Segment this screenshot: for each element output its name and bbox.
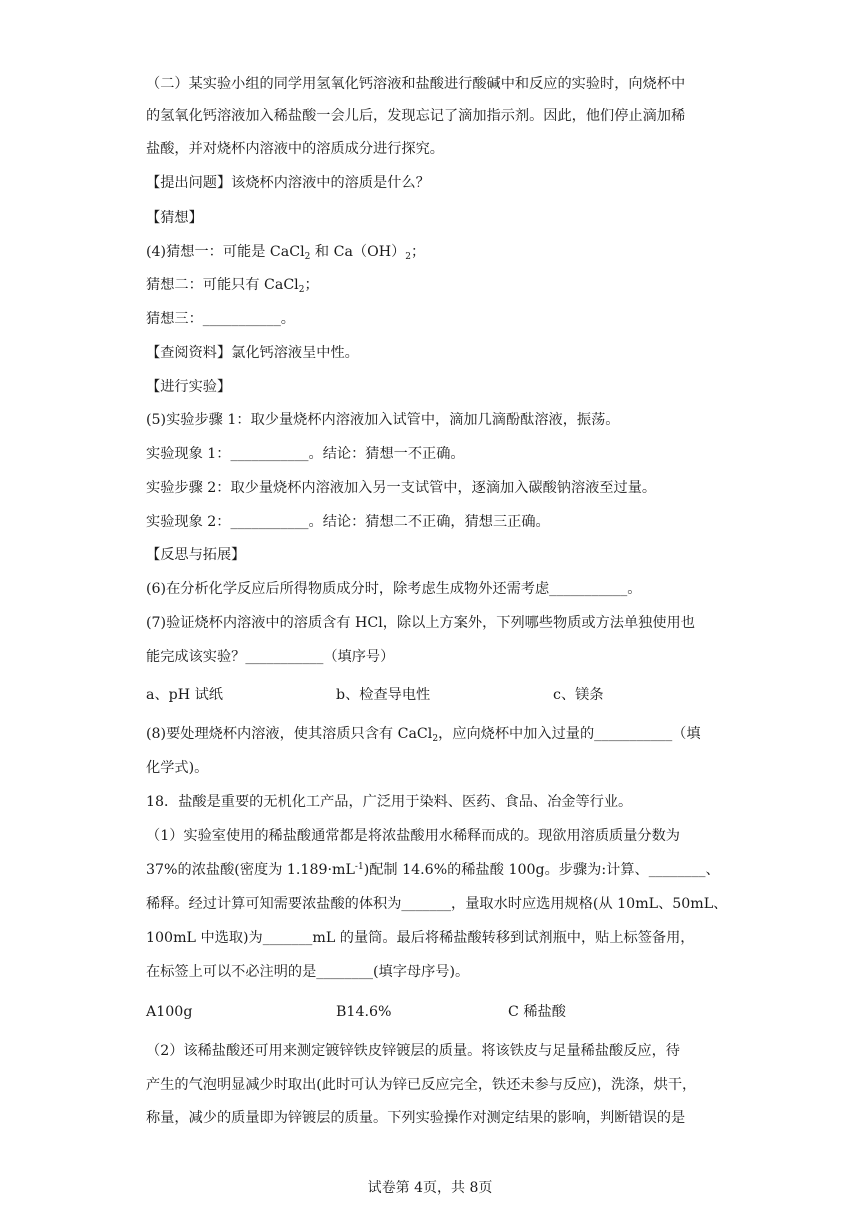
reflect-heading: 【反思与拓展】 (146, 547, 246, 563)
experiment-step-1: (5)实验步骤 1：取少量烧杯内溶液加入试管中，滴加几滴酚酞溶液，振荡。 (146, 412, 620, 428)
guess-two: 猜想二：可能只有 CaCl$_2$； (146, 277, 319, 295)
question-6: (6)在分析化学反应后所得物质成分时，除考虑生成物外还需考虑___________。 (146, 581, 642, 597)
question-7-line-2: 能完成该实验？___________（填序号） (146, 649, 395, 665)
question-18-2-line-3: 称量，减少的质量即为锌镀层的质量。下列实验操作对测定结果的影响，判断错误的是 (146, 1110, 686, 1126)
phenomenon-1: 实验现象 1：___________。结论：猜想一不正确。 (146, 446, 465, 462)
option-a: a、pH 试纸 (146, 687, 223, 703)
experiment-heading: 【进行实验】 (146, 379, 232, 395)
option-a-18: A100g (146, 1004, 193, 1020)
question-8-line-1: (8)要处理烧杯内溶液，使其溶质只含有 CaCl$_2$，应向烧杯中加入过量的___________（填 (146, 726, 701, 744)
question-18-2-line-1: （2）该稀盐酸还可用来测定镀锌铁皮锌镀层的质量。将该铁皮与足量稀盐酸反应，待 (146, 1043, 680, 1059)
guess-heading: 【猜想】 (146, 210, 203, 226)
question-18-1-line-5: 在标签上可以不必注明的是________(填字母序号)。 (146, 964, 470, 980)
question-18-1-line-3: 稀释。经过计算可知需要浓盐酸的体积为_______，量取水时应选用规格(从 10mL、50mL、 (146, 896, 728, 912)
page-footer: 试卷第 4页，共 8页 (367, 1180, 493, 1196)
question-18-1-line-2: 37%的浓盐酸(密度为 $1.189\cdot mL^{-1}$)配制 14.6%的稀盐酸 100g。步骤为:计算、________、 (146, 862, 720, 878)
paragraph-line: 的氢氧化钙溶液加入稀盐酸一会儿后，发现忘记了滴加指示剂。因此，他们停止滴加稀 (146, 108, 686, 124)
question-18-1-line-4: 100mL 中选取)为_______mL 的量筒。最后将稀盐酸转移到试剂瓶中，贴上标签备用， (146, 930, 695, 946)
question-18-1-line-1: （1）实验室使用的稀盐酸通常都是将浓盐酸用水稀释而成的。现欲用溶质质量分数为 (146, 828, 680, 844)
option-b: b、检查导电性 (336, 687, 431, 703)
question-heading: 【提出问题】该烧杯内溶液中的溶质是什么？ (146, 175, 430, 191)
paragraph-line: （二）某实验小组的同学用氢氧化钙溶液和盐酸进行酸碱中和反应的实验时，向烧杯中 (146, 76, 686, 92)
material-heading: 【查阅资料】氯化钙溶液呈中性。 (146, 345, 359, 361)
guess-three: 猜想三：___________。 (146, 311, 295, 327)
question-7-line-1: (7)验证烧杯内溶液中的溶质含有 HCl，除以上方案外，下列哪些物质或方法单独使用也 (146, 615, 695, 631)
option-c: c、镁条 (553, 687, 604, 703)
paragraph-line: 盐酸，并对烧杯内溶液中的溶质成分进行探究。 (146, 141, 444, 157)
question-8-line-2: 化学式)。 (146, 760, 209, 776)
option-c-18: C 稀盐酸 (508, 1004, 566, 1020)
question-18-2-line-2: 产生的气泡明显减少时取出(此时可认为锌已反应完全，铁还未参与反应)，洗涤，烘干， (146, 1077, 697, 1093)
phenomenon-2: 实验现象 2：___________。结论：猜想二不正确，猜想三正确。 (146, 514, 550, 530)
guess-one: (4)猜想一：可能是 CaCl$_2$ 和 $Ca(OH)_2$； (146, 244, 426, 262)
option-b-18: B14.6% (336, 1004, 392, 1020)
question-18: 18．盐酸是重要的无机化工产品，广泛用于染料、医药、食品、冶金等行业。 (146, 794, 633, 810)
experiment-step-2: 实验步骤 2：取少量烧杯内溶液加入另一支试管中，逐滴加入碳酸钠溶液至过量。 (146, 480, 657, 496)
